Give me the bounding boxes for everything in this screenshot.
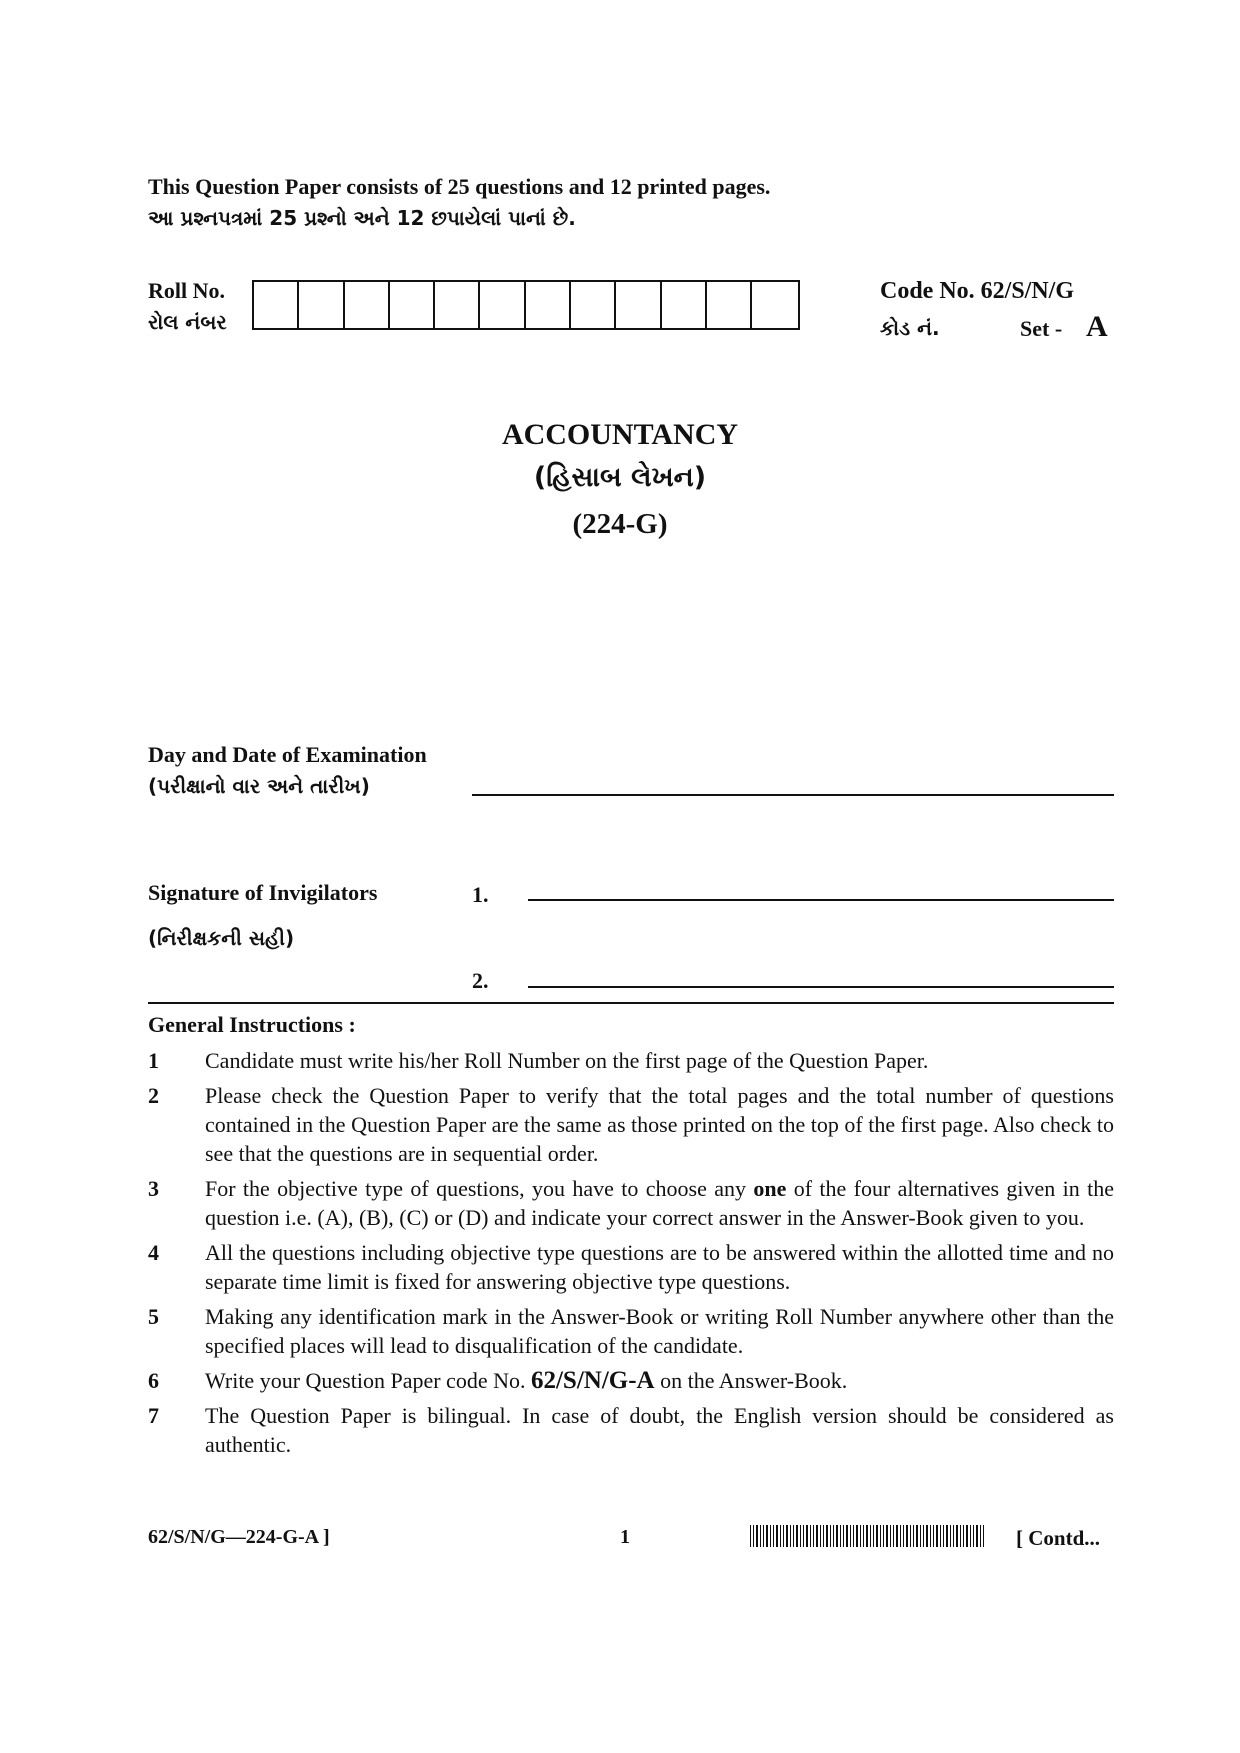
code-number-label-gujarati: કોડ નં. bbox=[880, 316, 940, 340]
barcode-image bbox=[750, 1525, 986, 1547]
instruction-number: 2 bbox=[148, 1083, 159, 1108]
invigilator-signature-label: Signature of Invigilators bbox=[148, 880, 378, 905]
instruction-text bbox=[205, 1366, 1114, 1395]
instruction-text-part: For the objective type of questions, you have to choose any bbox=[205, 1176, 754, 1201]
exam-date-label: Day and Date of Examination bbox=[148, 742, 427, 767]
roll-number-box bbox=[752, 282, 797, 328]
instruction-number: 1 bbox=[148, 1048, 159, 1073]
instruction-text: Candidate must write his/her Roll Number on the first page of the Question Paper. bbox=[205, 1048, 929, 1073]
instruction-item bbox=[148, 1238, 1114, 1296]
roll-number-box bbox=[571, 282, 616, 328]
instruction-emphasis: one bbox=[753, 1176, 787, 1201]
roll-number-box bbox=[345, 282, 390, 328]
instruction-number: 5 bbox=[148, 1304, 159, 1329]
instruction-number: 3 bbox=[148, 1176, 159, 1201]
roll-number-box bbox=[299, 282, 344, 328]
roll-number-box bbox=[616, 282, 661, 328]
invigilator-signature-label-gujarati: (નિરીક્ષકની સહી) bbox=[148, 926, 295, 950]
roll-number-box bbox=[707, 282, 752, 328]
instruction-text: Please check the Question Paper to verify that the total pages and the total number of questions contained in the Question Paper are the same as those printed on the top of the first page. Also check to see that the questions are in sequential order. bbox=[205, 1083, 1114, 1166]
instruction-item bbox=[148, 1046, 1114, 1075]
section-divider bbox=[148, 1002, 1114, 1004]
roll-number-box bbox=[662, 282, 707, 328]
roll-number-box bbox=[480, 282, 525, 328]
subject-title: ACCOUNTANCY bbox=[501, 418, 739, 451]
instruction-number: 7 bbox=[148, 1403, 159, 1428]
instruction-item bbox=[148, 1366, 1114, 1395]
paper-info-english: This Question Paper consists of 25 questions and 12 printed pages. bbox=[148, 174, 771, 199]
set-label: Set - bbox=[1020, 316, 1063, 341]
roll-number-boxes bbox=[252, 280, 800, 330]
instruction-item bbox=[148, 1401, 1114, 1459]
roll-number-box bbox=[526, 282, 571, 328]
page-number: 1 bbox=[620, 1526, 630, 1548]
instruction-text: All the questions including objective type questions are to be answered within the allotted time and no separate time limit is fixed for answering objective type questions. bbox=[205, 1240, 1114, 1294]
instruction-item bbox=[148, 1302, 1114, 1360]
subject-code: (224-G) bbox=[572, 508, 668, 540]
exam-date-label-gujarati: (પરીક્ષાનો વાર અને તારીખ) bbox=[148, 774, 370, 798]
roll-number-label-gujarati: રોલ નંબર bbox=[148, 310, 227, 334]
instruction-text: Making any identification mark in the Answer-Book or writing Roll Number anywhere other than the specified places will lead to disqualification of the candidate. bbox=[205, 1304, 1114, 1358]
answer-book-code: 62/S/N/G-A bbox=[530, 1367, 655, 1394]
paper-info-gujarati: આ પ્રશ્નપત્રમાં 25 પ્રશ્નો અને 12 છપાયેલાં પાનાં છે. bbox=[148, 206, 576, 230]
instruction-text bbox=[205, 1174, 1114, 1232]
roll-number-box bbox=[435, 282, 480, 328]
instructions-list bbox=[148, 1046, 1114, 1465]
exam-date-field-line bbox=[472, 794, 1114, 796]
footer-continued: [ Contd... bbox=[1016, 1526, 1101, 1550]
instruction-number: 6 bbox=[148, 1368, 159, 1393]
subject-title-gujarati: (હિસાબ લેખન) bbox=[533, 462, 707, 493]
invigilator-2-signature-line bbox=[528, 986, 1114, 988]
invigilator-1-number: 1. bbox=[472, 882, 489, 907]
instruction-text-part: on the Answer-Book. bbox=[654, 1368, 848, 1393]
instruction-item bbox=[148, 1081, 1114, 1168]
instruction-text: The Question Paper is bilingual. In case of doubt, the English version should be considered as authentic. bbox=[205, 1403, 1114, 1457]
invigilator-1-signature-line bbox=[528, 899, 1114, 901]
general-instructions-heading: General Instructions : bbox=[148, 1012, 356, 1037]
set-value: A bbox=[1086, 310, 1108, 343]
roll-number-box bbox=[390, 282, 435, 328]
roll-number-box bbox=[254, 282, 299, 328]
instruction-item bbox=[148, 1174, 1114, 1232]
instruction-text-part: Write your Question Paper code No. bbox=[205, 1368, 531, 1393]
instruction-number: 4 bbox=[148, 1240, 159, 1265]
instruction-text-part: of the four alternatives given in the question i.e. (A), (B), (C) or (D) and indicate your correct answer in the Answer-Book given to you. bbox=[205, 1176, 1114, 1230]
footer-paper-code: 62/S/N/G—224-G-A ] bbox=[148, 1526, 330, 1548]
roll-number-label: Roll No. bbox=[148, 278, 225, 303]
code-number: Code No. 62/S/N/G bbox=[880, 278, 1075, 304]
invigilator-2-number: 2. bbox=[472, 968, 489, 993]
